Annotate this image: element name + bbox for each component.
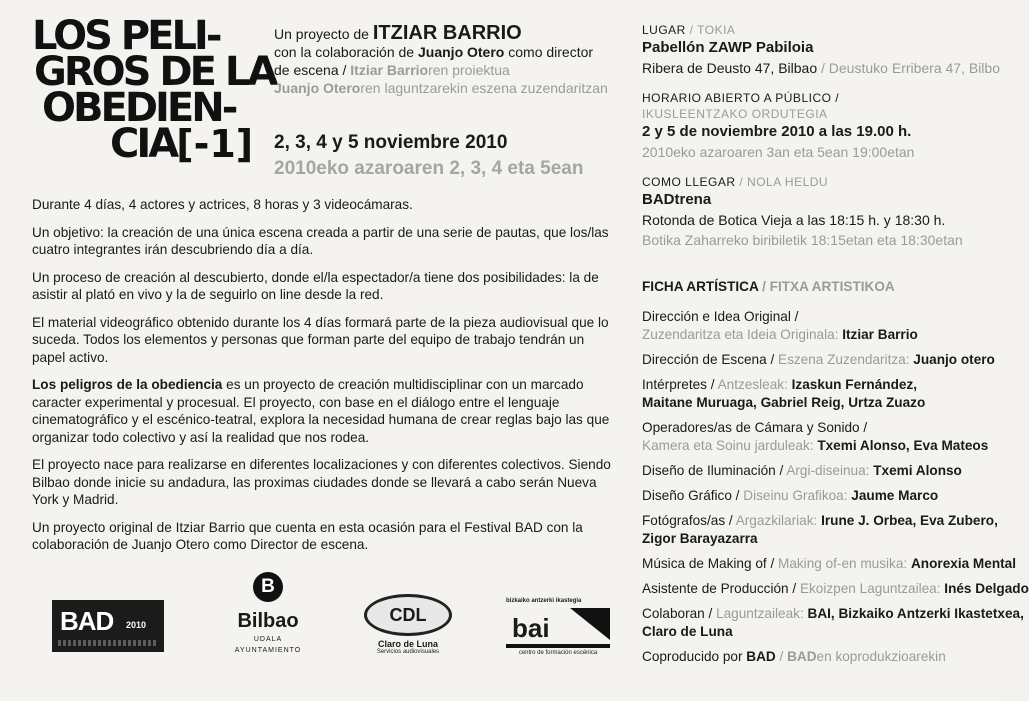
credit-name: ITZIAR BARRIO bbox=[372, 22, 522, 44]
credits-title-es: FICHA ARTÍSTICA bbox=[642, 279, 759, 294]
bai-mark bbox=[506, 604, 610, 648]
credit-name: Juanjo Otero bbox=[418, 44, 505, 60]
paragraph: Un proceso de creación al descubierto, donde el/la espectador/a tiene dos posibilidades: la de asistir al plató en vivo y la de seguirlo on line desde la red. bbox=[32, 269, 599, 302]
credit-row bbox=[642, 308, 1000, 344]
paragraph: Durante 4 días, 4 actores y actrices, 8 horas y 3 videocámaras. bbox=[32, 197, 413, 212]
credit-row bbox=[642, 462, 1000, 480]
paragraph: Un proyecto original de Itziar Barrio que cuenta en esta ocasión para el Festival BAD con la colaboración de Juanjo Otero como Director de escena. bbox=[32, 519, 583, 552]
credit-row bbox=[642, 512, 1000, 548]
person: Inés Delgado bbox=[944, 581, 1029, 596]
role-eu: Argazkilariak: bbox=[735, 513, 822, 528]
credit-row bbox=[642, 351, 1000, 369]
role-es: Asistente de Producción / bbox=[642, 581, 800, 596]
paragraph: Un objetivo: la creación de una única escena creada a partir de una serie de pautas, que los/las cuatro integrantes irán descubriendo día a día. bbox=[32, 224, 609, 257]
person: Txemi Alonso, Eva Mateos bbox=[817, 438, 989, 453]
role-eu: Diseinu Grafikoa: bbox=[743, 488, 852, 503]
label-es: COMO LLEGAR bbox=[642, 175, 736, 189]
event-dates bbox=[274, 130, 634, 182]
role-es: Colaboran / bbox=[642, 606, 717, 621]
credit-name: Itziar Barrio bbox=[350, 62, 429, 78]
credit-text: Un proyecto de bbox=[274, 26, 373, 42]
bilbao-logo bbox=[228, 572, 308, 655]
role-es: Operadores/as de Cámara y Sonido / bbox=[642, 420, 868, 435]
bai-top: bizkaiko antzerki ikastegia bbox=[506, 598, 582, 604]
bai-sub: centro de formación escénica bbox=[518, 650, 598, 656]
info-location: LUGAR / TOKIA Pabellón ZAWP Pabiloia Ribera de Deusto 47, Bilbao / Deustuko Erribera 47, Bilbo bbox=[642, 23, 1000, 76]
bai-word: bai bbox=[512, 613, 550, 643]
credit-row bbox=[642, 648, 1000, 666]
bad-logo-year: 2010 bbox=[126, 620, 147, 630]
role-eu: Making of-en musika: bbox=[778, 556, 911, 571]
description bbox=[32, 196, 620, 564]
credits bbox=[642, 278, 1029, 673]
label-eu: IKUSLEENTZAKO ORDUTEGIA bbox=[642, 107, 828, 121]
transport-name: BADtrena bbox=[642, 191, 712, 208]
title-logo bbox=[32, 13, 276, 167]
schedule-eu: 2010eko azaroaren 3an eta 5ean 19:00etan bbox=[642, 144, 915, 160]
info-transport: COMO LLEGAR / NOLA HELDU BADtrena Rotonda de Botica Vieja a las 18:15 h. y 18:30 h. Botika Zaharreko biribiletik 18:15etan eta 18:30etan bbox=[642, 174, 1000, 250]
logo-line bbox=[110, 121, 272, 167]
transport-eu: Botika Zaharreko biribiletik 18:15etan eta 18:30etan bbox=[642, 232, 963, 248]
person: Izaskun Fernández, bbox=[791, 377, 918, 392]
separator: / bbox=[775, 649, 788, 664]
schedule-es: 2 y 5 de noviembre 2010 a las 19.00 h. bbox=[642, 123, 912, 140]
claro-de-luna-logo bbox=[358, 594, 458, 655]
bad-logo bbox=[52, 600, 164, 652]
dates-es: 2, 3, 4 y 5 noviembre 2010 bbox=[274, 132, 508, 153]
role-eu: Antzesleak: bbox=[717, 377, 792, 392]
person: Juanjo otero bbox=[913, 352, 995, 367]
person: Irune J. Orbea, Eva Zubero, bbox=[821, 513, 998, 528]
person: Anorexia Mental bbox=[910, 556, 1016, 571]
logo-bracket: [-1] bbox=[176, 122, 254, 166]
person: Itziar Barrio bbox=[842, 327, 918, 342]
bai-logo bbox=[506, 598, 610, 656]
role-es: Coproducido por bbox=[642, 649, 747, 664]
role-eu: Ekoizpen Laguntzailea: bbox=[799, 581, 945, 596]
bilbao-b-icon: B bbox=[253, 572, 283, 602]
role-eu: Eszena Zuzendaritza: bbox=[778, 352, 914, 367]
bai-triangle-icon bbox=[570, 608, 610, 640]
person: Claro de Luna bbox=[642, 624, 733, 639]
credit-row bbox=[642, 419, 1000, 455]
cdl-mark: CDL bbox=[364, 594, 452, 636]
bilbao-name: Bilbao bbox=[237, 610, 299, 632]
role-es: Dirección e Idea Original / bbox=[642, 309, 799, 324]
role-es: Fotógrafos/as / bbox=[642, 513, 736, 528]
bad-logo-text: BAD bbox=[60, 606, 114, 636]
bad-logo-smallprint bbox=[58, 640, 158, 646]
credit-row bbox=[642, 580, 1029, 598]
person: Txemi Alonso bbox=[873, 463, 962, 478]
role-eu: Argi-diseinua: bbox=[786, 463, 874, 478]
credit-text: de escena / bbox=[274, 62, 351, 78]
paragraph: El proyecto nace para realizarse en diferentes localizaciones y con diferentes colectivos. Siendo Bilbao donde inicie su andadura, las proximas ciudades donde se llevará a cabo serán Nueva York y Madrid. bbox=[32, 457, 611, 507]
role-eu: Laguntzaileak: bbox=[716, 606, 808, 621]
credit-text: como director bbox=[504, 44, 594, 60]
bilbao-sub: UDALA bbox=[253, 636, 283, 643]
role-eu: Zuzendaritza eta Ideia Originala: bbox=[642, 327, 843, 342]
credit-name: Juanjo Otero bbox=[274, 80, 361, 96]
person: BAD bbox=[787, 649, 817, 664]
cdl-sub: Servicios audiovisuales bbox=[376, 649, 440, 655]
credit-row bbox=[642, 487, 1000, 505]
project-credit bbox=[274, 24, 634, 97]
credits-title-eu: FITXA ARTISTIKOA bbox=[769, 279, 895, 294]
credit-row bbox=[642, 605, 1024, 641]
info-schedule: HORARIO ABIERTO A PÚBLICO / IKUSLEENTZAKO ORDUTEGIA 2 y 5 de noviembre 2010 a las 19.00 h. 2010eko azaroaren 3an eta 5ean 19:00etan bbox=[642, 90, 1000, 162]
role-es: Diseño Gráfico / bbox=[642, 488, 744, 503]
paragraph bbox=[32, 376, 620, 446]
transport-es: Rotonda de Botica Vieja a las 18:15 h. y 18:30 h. bbox=[642, 212, 946, 228]
role-es: Intérpretes / bbox=[642, 377, 718, 392]
label-eu: TOKIA bbox=[697, 23, 736, 37]
logo-line: LOS PELI- bbox=[32, 13, 220, 59]
label-es: HORARIO ABIERTO A PÚBLICO bbox=[642, 91, 832, 105]
event-info bbox=[642, 22, 1000, 262]
address-eu: Deustuko Erribera 47, Bilbo bbox=[828, 60, 1000, 76]
paragraph: El material videográfico obtenido durante los 4 días formará parte de la pieza audiovisual que lo suceda. Todos los elementos y personas que forman parte del equipo de trabajo tendrán un papel activo. bbox=[32, 314, 609, 365]
address-es: Ribera de Deusto 47, Bilbao bbox=[642, 60, 818, 76]
credit-text: con la colaboración de bbox=[274, 44, 418, 60]
venue-name: Pabellón ZAWP Pabiloia bbox=[642, 39, 814, 56]
person: BAD bbox=[746, 649, 776, 664]
cdl-name: Claro de Luna bbox=[377, 639, 438, 649]
person: Zigor Barayazarra bbox=[642, 531, 758, 546]
label-eu: NOLA HELDU bbox=[747, 175, 829, 189]
role-es: Dirección de Escena / bbox=[642, 352, 779, 367]
logo-line: OBEDIEN- bbox=[42, 85, 236, 131]
credits-heading: FICHA ARTÍSTICA / FITXA ARTISTIKOA bbox=[642, 279, 895, 294]
role-eu: en koprodukzioarekin bbox=[816, 649, 946, 664]
person: Maitane Muruaga, Gabriel Reig, Urtza Zuazo bbox=[642, 395, 926, 410]
logo-line: GROS DE LA bbox=[34, 49, 276, 95]
role-es: Diseño de Iluminación / bbox=[642, 463, 787, 478]
person: Jaume Marco bbox=[851, 488, 939, 503]
sponsor-logos bbox=[30, 570, 630, 690]
project-name: Los peligros de la obediencia bbox=[32, 377, 223, 392]
credit-text: ren proiektua bbox=[428, 62, 510, 78]
label-es: LUGAR bbox=[642, 23, 686, 37]
role-es: Música de Making of / bbox=[642, 556, 778, 571]
bilbao-sub: AYUNTAMIENTO bbox=[234, 647, 302, 654]
role-eu: Kamera eta Soinu jarduleak: bbox=[642, 438, 818, 453]
paragraph-text: es un proyecto de creación multidisciplinar con un marcado caracter experimental y procesual. El proyecto, con base en el diálogo entre el lenguaje cinematográfico y el escénico-teatral, explora la necesidad humana de crear reglas bajo las que organizar todo colectivo y así la realidad que nos rodea. bbox=[32, 377, 610, 445]
credit-row bbox=[642, 555, 1016, 573]
credit-row bbox=[642, 376, 1000, 412]
credit-text: ren laguntzarekin eszena zuzendaritzan bbox=[360, 80, 608, 96]
logo-line-part: CIA bbox=[110, 121, 177, 167]
dates-eu: 2010eko azaroaren 2, 3, 4 eta 5ean bbox=[274, 158, 584, 179]
person: BAI, Bizkaiko Antzerki Ikastetxea, bbox=[807, 606, 1024, 621]
